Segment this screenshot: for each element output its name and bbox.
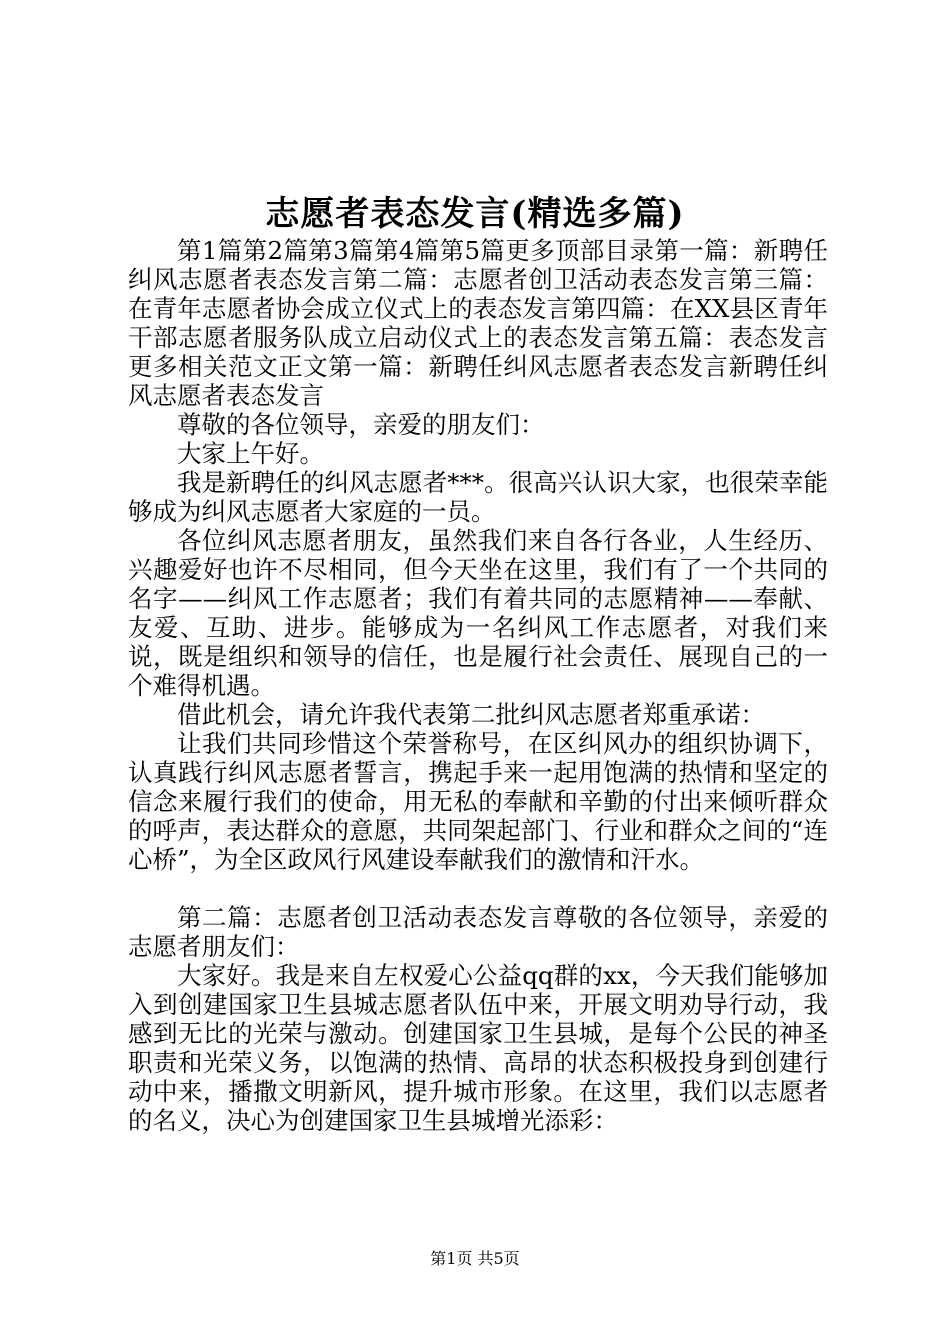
paragraph-spirit: 各位纠风志愿者朋友，虽然我们来自各行各业，人生经历、兴趣爱好也许不尽相同，但今天坐在这里，我们有了一个共同的名字——纠风工作志愿者；我们有着共同的志愿精神——奉献、友爱、互助、进步。能够成为一名纠风工作志愿者，对我们来说，既是组织和领导的信任，也是履行社会责任、展现自己的一个难得机遇。: [128, 526, 828, 700]
paragraph-intro: 我是新聘任的纠风志愿者***。很高兴认识大家，也很荣幸能够成为纠风志愿者大家庭的一员。: [128, 468, 828, 526]
paragraph-hello: 大家上午好。: [177, 439, 324, 468]
paragraph-part-two-heading: 第二篇：志愿者创卫活动表态发言尊敬的各位领导，亲爱的志愿者朋友们：: [128, 903, 828, 961]
paragraph-commitment: 让我们共同珍惜这个荣誉称号，在区纠风办的组织协调下，认真践行纠风志愿者誓言，携起手来一起用饱满的热情和坚定的信念来履行我们的使命，用无私的奉献和辛勤的付出来倾听群众的呼声，表达群众的意愿，共同架起部门、行业和群众之间的“连心桥”，为全区政风行风建设奉献我们的激情和汗水。: [128, 729, 828, 874]
paragraph-promise: 借此机会，请允许我代表第二批纠风志愿者郑重承诺：: [177, 700, 765, 729]
page-footer: 第1页 共5页: [430, 1249, 520, 1268]
paragraph-toc: 第1篇第2篇第3篇第4篇第5篇更多顶部目录第一篇：新聘任纠风志愿者表态发言第二篇：志愿者创卫活动表态发言第三篇：在青年志愿者协会成立仪式上的表态发言第四篇：在XX县区青年干部志愿者服务队成立启动仪式上的表态发言第五篇：表态发言更多相关范文正文第一篇：新聘任纠风志愿者表态发言新聘任纠风志愿者表态发言: [128, 236, 828, 410]
paragraph-greeting: 尊敬的各位领导，亲爱的朋友们：: [177, 410, 545, 439]
document-title: 志愿者表态发言(精选多篇): [265, 194, 685, 234]
paragraph-part-two-body: 大家好。我是来自左权爱心公益qq群的xx，今天我们能够加入到创建国家卫生县城志愿者队伍中来，开展文明劝导行动，我感到无比的光荣与激动。创建国家卫生县城，是每个公民的神圣职责和光荣义务，以饱满的热情、高昂的状态积极投身到创建行动中来，播撒文明新风，提升城市形象。在这里，我们以志愿者的名义，决心为创建国家卫生县城增光添彩：: [128, 961, 828, 1135]
document-body: [128, 236, 828, 1135]
